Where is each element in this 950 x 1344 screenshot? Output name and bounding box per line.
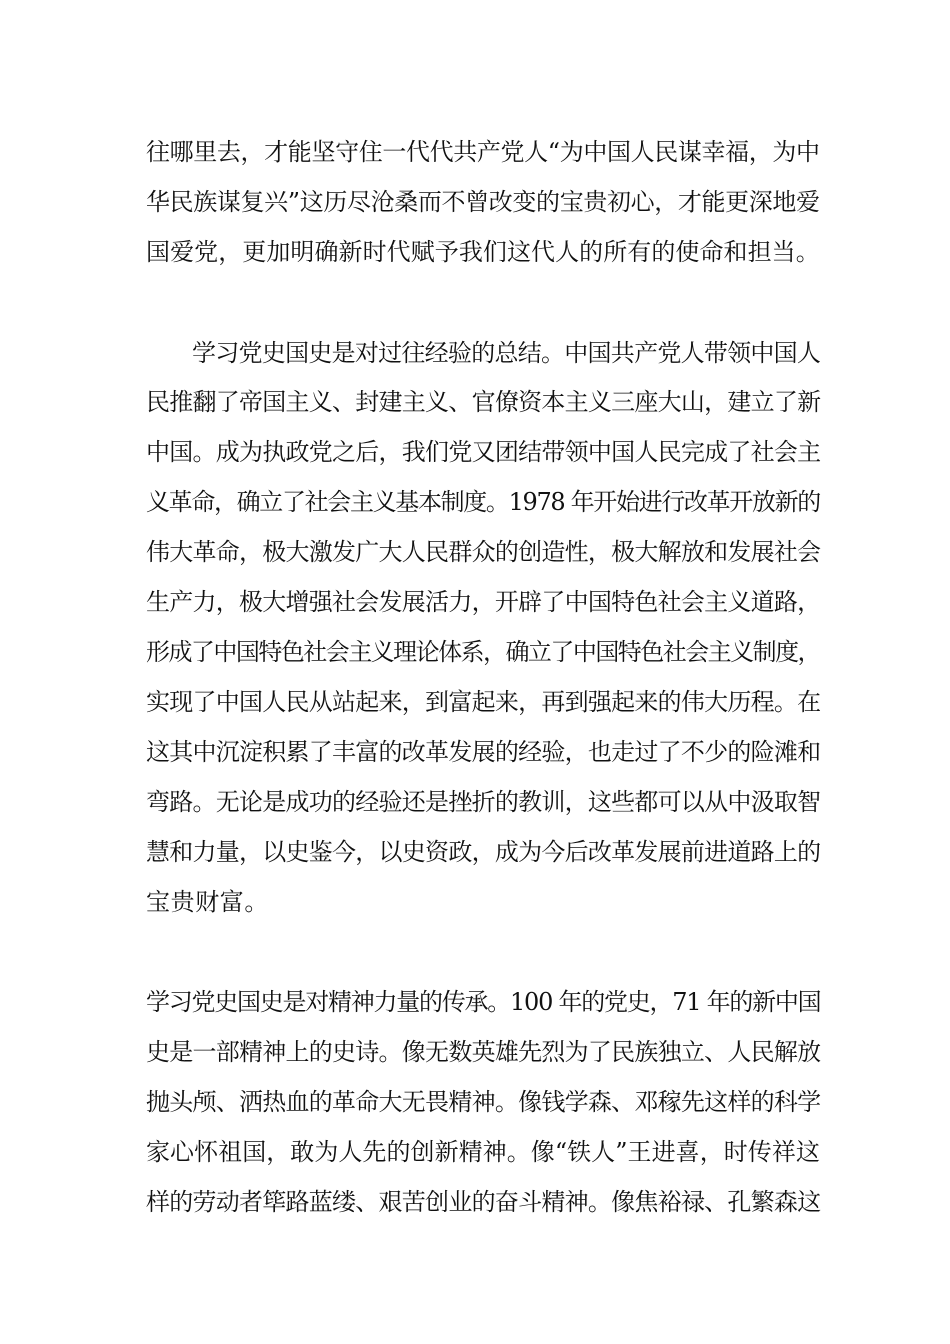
text-line: 民推翻了帝国主义、封建主义、官僚资本主义三座大山，建立了新 [146, 388, 821, 416]
text-line: 史是一部精神上的史诗。像无数英雄先烈为了民族独立、人民解放 [146, 1038, 821, 1066]
text-line: 往哪里去，才能坚守住一代代共产党人“为中国人民谋幸福，为中 [146, 138, 820, 166]
text-line: 伟大革命，极大激发广大人民群众的创造性，极大解放和发展社会 [146, 538, 821, 566]
text-line: 宝贵财富。 [146, 888, 269, 916]
text-line: 实现了中国人民从站起来，到富起来，再到强起来的伟大历程。在 [146, 688, 821, 716]
text-line: 样的劳动者筚路蓝缕、艰苦创业的奋斗精神。像焦裕禄、孔繁森这 [146, 1188, 821, 1216]
text-line: 家心怀祖国，敢为人先的创新精神。像“铁人”王进喜，时传祥这 [146, 1138, 820, 1166]
text-line: 这其中沉淀积累了丰富的改革发展的经验，也走过了不少的险滩和 [146, 738, 821, 766]
text-line: 形成了中国特色社会主义理论体系，确立了中国特色社会主义制度， [146, 638, 820, 666]
text-line: 慧和力量，以史鉴今，以史资政，成为今后改革发展前进道路上的 [146, 838, 821, 866]
text-line: 抛头颅、洒热血的革命大无畏精神。像钱学森、邓稼先这样的科学 [146, 1088, 821, 1116]
text-line: 生产力，极大增强社会发展活力，开辟了中国特色社会主义道路， [146, 588, 821, 616]
text-line: 华民族谋复兴”这历尽沧桑而不曾改变的宝贵初心，才能更深地爱 [146, 188, 820, 216]
text-line: 国爱党，更加明确新时代赋予我们这代人的所有的使命和担当。 [146, 238, 820, 266]
text-line: 学习党史国史是对过往经验的总结。中国共产党人带领中国人 [192, 339, 821, 367]
text-line: 学习党史国史是对精神力量的传承。100 年的党史，71 年的新中国 [146, 988, 821, 1016]
text-line: 弯路。无论是成功的经验还是挫折的教训，这些都可以从中汲取智 [146, 788, 821, 816]
text-line: 中国。成为执政党之后，我们党又团结带领中国人民完成了社会主 [146, 438, 821, 466]
text-line: 义革命，确立了社会主义基本制度。1978 年开始进行改革开放新的 [146, 488, 820, 516]
